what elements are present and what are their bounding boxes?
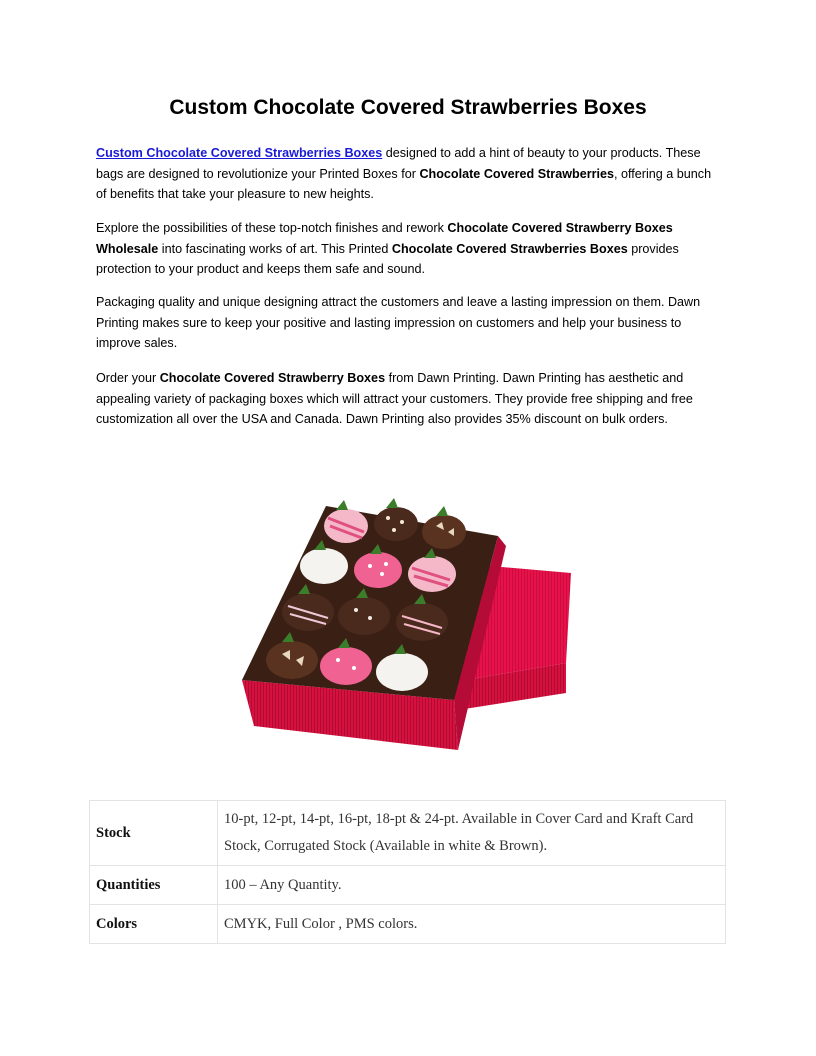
finishes-text-3: provides protection to your product and keeps them safe and sound.: [96, 241, 679, 276]
finishes-text-2: into fascinating works of art. This Printed: [158, 241, 392, 256]
intro-text-1: designed to add a hint of beauty to your products. These bags are designed to revolutionize your Printed Boxes for: [96, 146, 701, 181]
finishes-paragraph: [96, 218, 716, 280]
intro-text-2: , offering a bunch of benefits that take your pleasure to new heights.: [96, 166, 712, 201]
order-text-1: Order your: [96, 371, 160, 385]
spec-label-stock: Stock: [90, 801, 218, 866]
table-row: [90, 866, 726, 905]
specs-table: [89, 800, 726, 944]
spec-value-quantities: 100 – Any Quantity.: [218, 866, 726, 905]
strawberry-box-image: [236, 488, 576, 758]
spec-label-colors: Colors: [90, 905, 218, 944]
finishes-text-1: Explore the possibilities of these top-notch finishes and rework: [96, 221, 448, 235]
spec-value-colors: CMYK, Full Color , PMS colors.: [218, 905, 726, 944]
table-row: [90, 905, 726, 944]
finishes-bold-2: Chocolate Covered Strawberries Boxes: [391, 241, 628, 256]
order-bold-1: Chocolate Covered Strawberry Boxes: [159, 371, 386, 385]
product-link[interactable]: Custom Chocolate Covered Strawberries Boxes: [96, 146, 383, 160]
intro-paragraph: [96, 143, 716, 205]
table-row: [90, 801, 726, 866]
finishes-bold-1: Chocolate Covered Strawberry Boxes Wholesale: [96, 221, 673, 256]
intro-bold-1: Chocolate Covered Strawberries: [419, 166, 615, 181]
order-text-2: from Dawn Printing. Dawn Printing has aesthetic and appealing variety of packaging boxes which will attract your customers. They provide free shipping and free customization all over the USA and Canada. Dawn Printing also provides 35% discount on bulk orders.: [96, 371, 693, 426]
order-paragraph: [96, 368, 716, 430]
quality-paragraph: Packaging quality and unique designing attract the customers and leave a lasting impression on them. Dawn Printing makes sure to keep your positive and lasting impression on customers and help your business to improve sales.: [96, 295, 701, 350]
spec-label-quantities: Quantities: [90, 866, 218, 905]
spec-value-stock: 10-pt, 12-pt, 14-pt, 16-pt, 18-pt & 24-pt. Available in Cover Card and Kraft Card Stock, Corrugated Stock (Available in white & Brown).: [218, 801, 726, 866]
page-title: Custom Chocolate Covered Strawberries Boxes: [169, 96, 647, 119]
